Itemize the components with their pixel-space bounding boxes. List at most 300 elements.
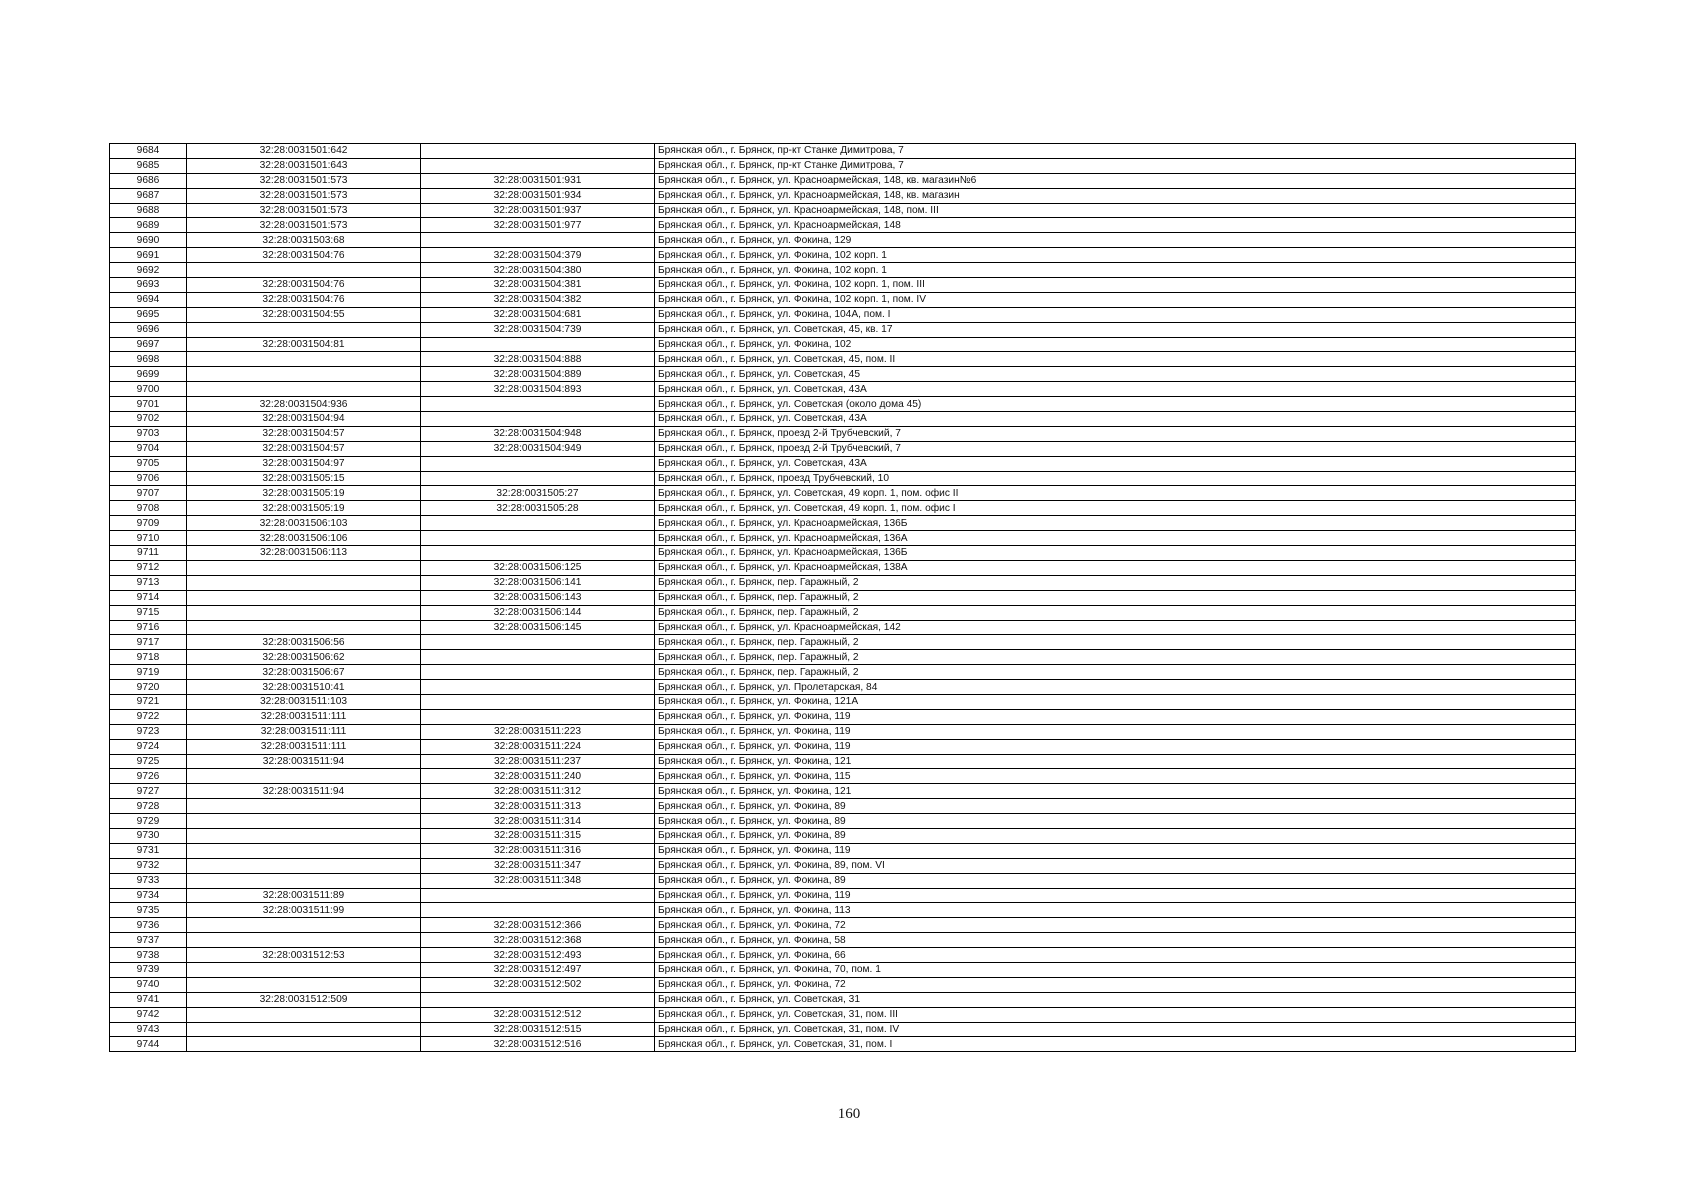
address-cell: Брянская обл., г. Брянск, ул. Фокина, 129 <box>655 233 1576 248</box>
table-row <box>110 397 1576 412</box>
object-cadastral-number-cell: 32:28:0031511:224 <box>421 739 655 754</box>
address-cell: Брянская обл., г. Брянск, ул. Красноармейская, 148 <box>655 218 1576 233</box>
object-cadastral-number-cell: 32:28:0031512:493 <box>421 948 655 963</box>
row-number-cell: 9715 <box>110 605 187 620</box>
land-cadastral-number-cell <box>187 873 421 888</box>
object-cadastral-number-cell: 32:28:0031501:937 <box>421 203 655 218</box>
land-cadastral-number-cell: 32:28:0031504:76 <box>187 292 421 307</box>
address-cell: Брянская обл., г. Брянск, ул. Фокина, 89 <box>655 799 1576 814</box>
address-cell: Брянская обл., г. Брянск, ул. Красноармейская, 138А <box>655 560 1576 575</box>
row-number-cell: 9707 <box>110 486 187 501</box>
table-row <box>110 724 1576 739</box>
object-cadastral-number-cell: 32:28:0031512:368 <box>421 933 655 948</box>
address-cell: Брянская обл., г. Брянск, проезд 2-й Трубчевский, 7 <box>655 441 1576 456</box>
object-cadastral-number-cell: 32:28:0031504:948 <box>421 426 655 441</box>
row-number-cell: 9700 <box>110 382 187 397</box>
table-row <box>110 814 1576 829</box>
row-number-cell: 9734 <box>110 888 187 903</box>
object-cadastral-number-cell: 32:28:0031504:380 <box>421 263 655 278</box>
table-row <box>110 456 1576 471</box>
address-cell: Брянская обл., г. Брянск, ул. Фокина, 115 <box>655 769 1576 784</box>
row-number-cell: 9741 <box>110 992 187 1007</box>
table-row <box>110 665 1576 680</box>
table-row <box>110 471 1576 486</box>
land-cadastral-number-cell: 32:28:0031511:111 <box>187 739 421 754</box>
land-cadastral-number-cell: 32:28:0031511:94 <box>187 754 421 769</box>
row-number-cell: 9736 <box>110 918 187 933</box>
address-cell: Брянская обл., г. Брянск, ул. Фокина, 102 <box>655 337 1576 352</box>
land-cadastral-number-cell: 32:28:0031505:19 <box>187 486 421 501</box>
table-row <box>110 590 1576 605</box>
row-number-cell: 9737 <box>110 933 187 948</box>
row-number-cell: 9712 <box>110 560 187 575</box>
land-cadastral-number-cell: 32:28:0031511:99 <box>187 903 421 918</box>
row-number-cell: 9690 <box>110 233 187 248</box>
object-cadastral-number-cell: 32:28:0031506:143 <box>421 590 655 605</box>
row-number-cell: 9698 <box>110 352 187 367</box>
table-row <box>110 233 1576 248</box>
table-row <box>110 575 1576 590</box>
page-number: 160 <box>837 1106 861 1122</box>
object-cadastral-number-cell <box>421 471 655 486</box>
object-cadastral-number-cell <box>421 412 655 427</box>
address-cell: Брянская обл., г. Брянск, ул. Фокина, 121А <box>655 694 1576 709</box>
address-cell: Брянская обл., г. Брянск, ул. Фокина, 102 корп. 1 <box>655 248 1576 263</box>
object-cadastral-number-cell: 32:28:0031511:316 <box>421 843 655 858</box>
land-cadastral-number-cell: 32:28:0031504:76 <box>187 278 421 293</box>
object-cadastral-number-cell: 32:28:0031504:949 <box>421 441 655 456</box>
table-row <box>110 843 1576 858</box>
address-cell: Брянская обл., г. Брянск, проезд Трубчевский, 10 <box>655 471 1576 486</box>
land-cadastral-number-cell: 32:28:0031511:89 <box>187 888 421 903</box>
object-cadastral-number-cell <box>421 694 655 709</box>
address-cell: Брянская обл., г. Брянск, ул. Фокина, 102 корп. 1, пом. IV <box>655 292 1576 307</box>
row-number-cell: 9731 <box>110 843 187 858</box>
object-cadastral-number-cell: 32:28:0031501:934 <box>421 188 655 203</box>
object-cadastral-number-cell: 32:28:0031506:144 <box>421 605 655 620</box>
row-number-cell: 9699 <box>110 367 187 382</box>
land-cadastral-number-cell <box>187 322 421 337</box>
table-row <box>110 858 1576 873</box>
table-row <box>110 337 1576 352</box>
row-number-cell: 9709 <box>110 516 187 531</box>
address-cell: Брянская обл., г. Брянск, пер. Гаражный, 2 <box>655 650 1576 665</box>
row-number-cell: 9724 <box>110 739 187 754</box>
table-row <box>110 1022 1576 1037</box>
object-cadastral-number-cell <box>421 992 655 1007</box>
address-cell: Брянская обл., г. Брянск, ул. Красноармейская, 142 <box>655 620 1576 635</box>
address-cell: Брянская обл., г. Брянск, ул. Фокина, 119 <box>655 724 1576 739</box>
row-number-cell: 9723 <box>110 724 187 739</box>
object-cadastral-number-cell: 32:28:0031511:312 <box>421 784 655 799</box>
address-cell: Брянская обл., г. Брянск, ул. Советская, 49 корп. 1, пом. офис II <box>655 486 1576 501</box>
row-number-cell: 9722 <box>110 709 187 724</box>
table-row <box>110 903 1576 918</box>
object-cadastral-number-cell: 32:28:0031506:141 <box>421 575 655 590</box>
address-cell: Брянская обл., г. Брянск, ул. Красноармейская, 136Б <box>655 546 1576 561</box>
table-row <box>110 873 1576 888</box>
address-cell: Брянская обл., г. Брянск, пр-кт Станке Димитрова, 7 <box>655 144 1576 159</box>
table-row <box>110 992 1576 1007</box>
object-cadastral-number-cell: 32:28:0031512:502 <box>421 977 655 992</box>
address-cell: Брянская обл., г. Брянск, ул. Советская, 31, пом. I <box>655 1037 1576 1052</box>
address-cell: Брянская обл., г. Брянск, ул. Советская, 49 корп. 1, пом. офис I <box>655 501 1576 516</box>
land-cadastral-number-cell <box>187 367 421 382</box>
object-cadastral-number-cell: 32:28:0031504:893 <box>421 382 655 397</box>
address-cell: Брянская обл., г. Брянск, ул. Советская, 31, пом. IV <box>655 1022 1576 1037</box>
row-number-cell: 9717 <box>110 635 187 650</box>
land-cadastral-number-cell <box>187 828 421 843</box>
table-row <box>110 367 1576 382</box>
land-cadastral-number-cell: 32:28:0031506:103 <box>187 516 421 531</box>
table-row <box>110 962 1576 977</box>
object-cadastral-number-cell <box>421 158 655 173</box>
table-row <box>110 486 1576 501</box>
row-number-cell: 9687 <box>110 188 187 203</box>
table-row <box>110 1007 1576 1022</box>
table-row <box>110 546 1576 561</box>
address-cell: Брянская обл., г. Брянск, ул. Советская, 43А <box>655 456 1576 471</box>
address-cell: Брянская обл., г. Брянск, ул. Фокина, 119 <box>655 888 1576 903</box>
row-number-cell: 9739 <box>110 962 187 977</box>
object-cadastral-number-cell <box>421 516 655 531</box>
row-number-cell: 9689 <box>110 218 187 233</box>
table-row <box>110 352 1576 367</box>
land-cadastral-number-cell <box>187 605 421 620</box>
table-row <box>110 620 1576 635</box>
address-cell: Брянская обл., г. Брянск, ул. Фокина, 119 <box>655 843 1576 858</box>
address-cell: Брянская обл., г. Брянск, ул. Советская (около дома 45) <box>655 397 1576 412</box>
row-number-cell: 9732 <box>110 858 187 873</box>
row-number-cell: 9692 <box>110 263 187 278</box>
row-number-cell: 9733 <box>110 873 187 888</box>
address-cell: Брянская обл., г. Брянск, пер. Гаражный, 2 <box>655 590 1576 605</box>
table-row <box>110 516 1576 531</box>
land-cadastral-number-cell: 32:28:0031511:111 <box>187 709 421 724</box>
land-cadastral-number-cell: 32:28:0031505:15 <box>187 471 421 486</box>
address-cell: Брянская обл., г. Брянск, ул. Красноармейская, 148, кв. магазин№6 <box>655 173 1576 188</box>
object-cadastral-number-cell <box>421 531 655 546</box>
table-row <box>110 307 1576 322</box>
address-cell: Брянская обл., г. Брянск, ул. Пролетарская, 84 <box>655 680 1576 695</box>
row-number-cell: 9727 <box>110 784 187 799</box>
object-cadastral-number-cell: 32:28:0031511:240 <box>421 769 655 784</box>
land-cadastral-number-cell <box>187 352 421 367</box>
land-cadastral-number-cell: 32:28:0031510:41 <box>187 680 421 695</box>
row-number-cell: 9701 <box>110 397 187 412</box>
land-cadastral-number-cell: 32:28:0031501:643 <box>187 158 421 173</box>
address-cell: Брянская обл., г. Брянск, ул. Красноармейская, 136А <box>655 531 1576 546</box>
table-row <box>110 1037 1576 1052</box>
row-number-cell: 9713 <box>110 575 187 590</box>
land-cadastral-number-cell <box>187 382 421 397</box>
row-number-cell: 9684 <box>110 144 187 159</box>
land-cadastral-number-cell: 32:28:0031501:573 <box>187 188 421 203</box>
registry-table <box>109 143 1576 1052</box>
land-cadastral-number-cell <box>187 918 421 933</box>
table-row <box>110 218 1576 233</box>
object-cadastral-number-cell: 32:28:0031511:223 <box>421 724 655 739</box>
object-cadastral-number-cell: 32:28:0031504:681 <box>421 307 655 322</box>
row-number-cell: 9729 <box>110 814 187 829</box>
address-cell: Брянская обл., г. Брянск, ул. Фокина, 58 <box>655 933 1576 948</box>
object-cadastral-number-cell: 32:28:0031511:315 <box>421 828 655 843</box>
row-number-cell: 9691 <box>110 248 187 263</box>
table-row <box>110 739 1576 754</box>
address-cell: Брянская обл., г. Брянск, ул. Советская, 31, пом. III <box>655 1007 1576 1022</box>
row-number-cell: 9693 <box>110 278 187 293</box>
object-cadastral-number-cell: 32:28:0031512:497 <box>421 962 655 977</box>
object-cadastral-number-cell: 32:28:0031511:347 <box>421 858 655 873</box>
table-row <box>110 412 1576 427</box>
address-cell: Брянская обл., г. Брянск, ул. Фокина, 70, пом. 1 <box>655 962 1576 977</box>
row-number-cell: 9696 <box>110 322 187 337</box>
table-row <box>110 605 1576 620</box>
table-row <box>110 292 1576 307</box>
land-cadastral-number-cell <box>187 962 421 977</box>
object-cadastral-number-cell <box>421 233 655 248</box>
address-cell: Брянская обл., г. Брянск, пер. Гаражный, 2 <box>655 575 1576 590</box>
land-cadastral-number-cell <box>187 1037 421 1052</box>
row-number-cell: 9718 <box>110 650 187 665</box>
address-cell: Брянская обл., г. Брянск, ул. Фокина, 119 <box>655 709 1576 724</box>
address-cell: Брянская обл., г. Брянск, ул. Фокина, 89 <box>655 828 1576 843</box>
object-cadastral-number-cell: 32:28:0031501:977 <box>421 218 655 233</box>
land-cadastral-number-cell: 32:28:0031504:97 <box>187 456 421 471</box>
address-cell: Брянская обл., г. Брянск, ул. Фокина, 72 <box>655 918 1576 933</box>
table-row <box>110 680 1576 695</box>
land-cadastral-number-cell: 32:28:0031512:509 <box>187 992 421 1007</box>
land-cadastral-number-cell: 32:28:0031505:19 <box>187 501 421 516</box>
land-cadastral-number-cell <box>187 977 421 992</box>
row-number-cell: 9688 <box>110 203 187 218</box>
row-number-cell: 9735 <box>110 903 187 918</box>
land-cadastral-number-cell: 32:28:0031504:81 <box>187 337 421 352</box>
object-cadastral-number-cell: 32:28:0031504:888 <box>421 352 655 367</box>
object-cadastral-number-cell: 32:28:0031512:516 <box>421 1037 655 1052</box>
row-number-cell: 9708 <box>110 501 187 516</box>
land-cadastral-number-cell <box>187 590 421 605</box>
table-row <box>110 263 1576 278</box>
table-row <box>110 501 1576 516</box>
object-cadastral-number-cell: 32:28:0031511:314 <box>421 814 655 829</box>
land-cadastral-number-cell: 32:28:0031501:573 <box>187 218 421 233</box>
row-number-cell: 9686 <box>110 173 187 188</box>
table-row <box>110 426 1576 441</box>
land-cadastral-number-cell: 32:28:0031511:94 <box>187 784 421 799</box>
land-cadastral-number-cell: 32:28:0031506:113 <box>187 546 421 561</box>
address-cell: Брянская обл., г. Брянск, ул. Фокина, 104А, пом. I <box>655 307 1576 322</box>
table-row <box>110 278 1576 293</box>
table-row <box>110 754 1576 769</box>
address-cell: Брянская обл., г. Брянск, ул. Фокина, 89 <box>655 873 1576 888</box>
object-cadastral-number-cell <box>421 665 655 680</box>
object-cadastral-number-cell: 32:28:0031511:348 <box>421 873 655 888</box>
object-cadastral-number-cell: 32:28:0031511:237 <box>421 754 655 769</box>
object-cadastral-number-cell <box>421 144 655 159</box>
land-cadastral-number-cell: 32:28:0031506:106 <box>187 531 421 546</box>
object-cadastral-number-cell: 32:28:0031505:27 <box>421 486 655 501</box>
address-cell: Брянская обл., г. Брянск, ул. Фокина, 72 <box>655 977 1576 992</box>
table-row <box>110 933 1576 948</box>
row-number-cell: 9704 <box>110 441 187 456</box>
object-cadastral-number-cell: 32:28:0031506:145 <box>421 620 655 635</box>
address-cell: Брянская обл., г. Брянск, ул. Советская, 45, кв. 17 <box>655 322 1576 337</box>
table-row <box>110 799 1576 814</box>
table-row <box>110 948 1576 963</box>
land-cadastral-number-cell: 32:28:0031503:68 <box>187 233 421 248</box>
object-cadastral-number-cell: 32:28:0031512:512 <box>421 1007 655 1022</box>
table-row <box>110 888 1576 903</box>
table-row <box>110 828 1576 843</box>
row-number-cell: 9705 <box>110 456 187 471</box>
address-cell: Брянская обл., г. Брянск, ул. Советская, 43А <box>655 412 1576 427</box>
table-row <box>110 918 1576 933</box>
address-cell: Брянская обл., г. Брянск, ул. Фокина, 119 <box>655 739 1576 754</box>
object-cadastral-number-cell <box>421 635 655 650</box>
land-cadastral-number-cell: 32:28:0031511:111 <box>187 724 421 739</box>
table-row <box>110 441 1576 456</box>
address-cell: Брянская обл., г. Брянск, ул. Фокина, 102 корп. 1, пом. III <box>655 278 1576 293</box>
row-number-cell: 9697 <box>110 337 187 352</box>
table-row <box>110 382 1576 397</box>
object-cadastral-number-cell: 32:28:0031511:313 <box>421 799 655 814</box>
object-cadastral-number-cell: 32:28:0031501:931 <box>421 173 655 188</box>
table-row <box>110 158 1576 173</box>
table-row <box>110 977 1576 992</box>
land-cadastral-number-cell: 32:28:0031512:53 <box>187 948 421 963</box>
land-cadastral-number-cell: 32:28:0031504:57 <box>187 426 421 441</box>
table-row <box>110 203 1576 218</box>
row-number-cell: 9743 <box>110 1022 187 1037</box>
row-number-cell: 9702 <box>110 412 187 427</box>
row-number-cell: 9720 <box>110 680 187 695</box>
address-cell: Брянская обл., г. Брянск, ул. Красноармейская, 148, пом. III <box>655 203 1576 218</box>
land-cadastral-number-cell: 32:28:0031506:56 <box>187 635 421 650</box>
row-number-cell: 9706 <box>110 471 187 486</box>
object-cadastral-number-cell: 32:28:0031504:739 <box>421 322 655 337</box>
address-cell: Брянская обл., г. Брянск, ул. Фокина, 102 корп. 1 <box>655 263 1576 278</box>
address-cell: Брянская обл., г. Брянск, ул. Красноармейская, 148, кв. магазин <box>655 188 1576 203</box>
row-number-cell: 9716 <box>110 620 187 635</box>
object-cadastral-number-cell <box>421 903 655 918</box>
row-number-cell: 9742 <box>110 1007 187 1022</box>
table-row <box>110 650 1576 665</box>
object-cadastral-number-cell: 32:28:0031506:125 <box>421 560 655 575</box>
object-cadastral-number-cell: 32:28:0031512:515 <box>421 1022 655 1037</box>
land-cadastral-number-cell: 32:28:0031504:936 <box>187 397 421 412</box>
object-cadastral-number-cell <box>421 546 655 561</box>
land-cadastral-number-cell: 32:28:0031504:55 <box>187 307 421 322</box>
land-cadastral-number-cell: 32:28:0031504:76 <box>187 248 421 263</box>
row-number-cell: 9703 <box>110 426 187 441</box>
land-cadastral-number-cell: 32:28:0031504:94 <box>187 412 421 427</box>
object-cadastral-number-cell <box>421 709 655 724</box>
table-row <box>110 784 1576 799</box>
land-cadastral-number-cell: 32:28:0031506:62 <box>187 650 421 665</box>
land-cadastral-number-cell <box>187 933 421 948</box>
registry-table-body <box>110 144 1576 1052</box>
table-row <box>110 248 1576 263</box>
table-row <box>110 769 1576 784</box>
land-cadastral-number-cell <box>187 263 421 278</box>
object-cadastral-number-cell: 32:28:0031504:379 <box>421 248 655 263</box>
row-number-cell: 9738 <box>110 948 187 963</box>
land-cadastral-number-cell <box>187 769 421 784</box>
row-number-cell: 9721 <box>110 694 187 709</box>
table-row <box>110 188 1576 203</box>
address-cell: Брянская обл., г. Брянск, ул. Фокина, 89 <box>655 814 1576 829</box>
table-row <box>110 694 1576 709</box>
land-cadastral-number-cell <box>187 1007 421 1022</box>
row-number-cell: 9728 <box>110 799 187 814</box>
row-number-cell: 9740 <box>110 977 187 992</box>
land-cadastral-number-cell <box>187 560 421 575</box>
object-cadastral-number-cell: 32:28:0031512:366 <box>421 918 655 933</box>
land-cadastral-number-cell: 32:28:0031506:67 <box>187 665 421 680</box>
land-cadastral-number-cell <box>187 620 421 635</box>
object-cadastral-number-cell <box>421 680 655 695</box>
row-number-cell: 9714 <box>110 590 187 605</box>
address-cell: Брянская обл., г. Брянск, ул. Фокина, 121 <box>655 784 1576 799</box>
address-cell: Брянская обл., г. Брянск, проезд 2-й Трубчевский, 7 <box>655 426 1576 441</box>
table-row <box>110 531 1576 546</box>
row-number-cell: 9730 <box>110 828 187 843</box>
land-cadastral-number-cell: 32:28:0031501:573 <box>187 203 421 218</box>
object-cadastral-number-cell: 32:28:0031504:382 <box>421 292 655 307</box>
row-number-cell: 9685 <box>110 158 187 173</box>
object-cadastral-number-cell <box>421 888 655 903</box>
row-number-cell: 9694 <box>110 292 187 307</box>
object-cadastral-number-cell <box>421 337 655 352</box>
address-cell: Брянская обл., г. Брянск, пер. Гаражный, 2 <box>655 665 1576 680</box>
land-cadastral-number-cell <box>187 799 421 814</box>
land-cadastral-number-cell <box>187 814 421 829</box>
object-cadastral-number-cell <box>421 650 655 665</box>
address-cell: Брянская обл., г. Брянск, ул. Фокина, 66 <box>655 948 1576 963</box>
land-cadastral-number-cell <box>187 843 421 858</box>
table-row <box>110 560 1576 575</box>
address-cell: Брянская обл., г. Брянск, ул. Красноармейская, 136Б <box>655 516 1576 531</box>
address-cell: Брянская обл., г. Брянск, ул. Советская, 45 <box>655 367 1576 382</box>
address-cell: Брянская обл., г. Брянск, ул. Советская, 43А <box>655 382 1576 397</box>
address-cell: Брянская обл., г. Брянск, пер. Гаражный, 2 <box>655 635 1576 650</box>
table-row <box>110 322 1576 337</box>
address-cell: Брянская обл., г. Брянск, ул. Советская, 31 <box>655 992 1576 1007</box>
row-number-cell: 9695 <box>110 307 187 322</box>
land-cadastral-number-cell: 32:28:0031511:103 <box>187 694 421 709</box>
row-number-cell: 9726 <box>110 769 187 784</box>
row-number-cell: 9711 <box>110 546 187 561</box>
row-number-cell: 9719 <box>110 665 187 680</box>
object-cadastral-number-cell: 32:28:0031504:889 <box>421 367 655 382</box>
table-row <box>110 709 1576 724</box>
address-cell: Брянская обл., г. Брянск, ул. Фокина, 89, пом. VI <box>655 858 1576 873</box>
object-cadastral-number-cell: 32:28:0031504:381 <box>421 278 655 293</box>
address-cell: Брянская обл., г. Брянск, пр-кт Станке Димитрова, 7 <box>655 158 1576 173</box>
land-cadastral-number-cell: 32:28:0031504:57 <box>187 441 421 456</box>
row-number-cell: 9710 <box>110 531 187 546</box>
row-number-cell: 9725 <box>110 754 187 769</box>
land-cadastral-number-cell <box>187 575 421 590</box>
object-cadastral-number-cell <box>421 397 655 412</box>
address-cell: Брянская обл., г. Брянск, пер. Гаражный, 2 <box>655 605 1576 620</box>
address-cell: Брянская обл., г. Брянск, ул. Фокина, 113 <box>655 903 1576 918</box>
address-cell: Брянская обл., г. Брянск, ул. Фокина, 121 <box>655 754 1576 769</box>
object-cadastral-number-cell: 32:28:0031505:28 <box>421 501 655 516</box>
land-cadastral-number-cell <box>187 858 421 873</box>
land-cadastral-number-cell: 32:28:0031501:642 <box>187 144 421 159</box>
